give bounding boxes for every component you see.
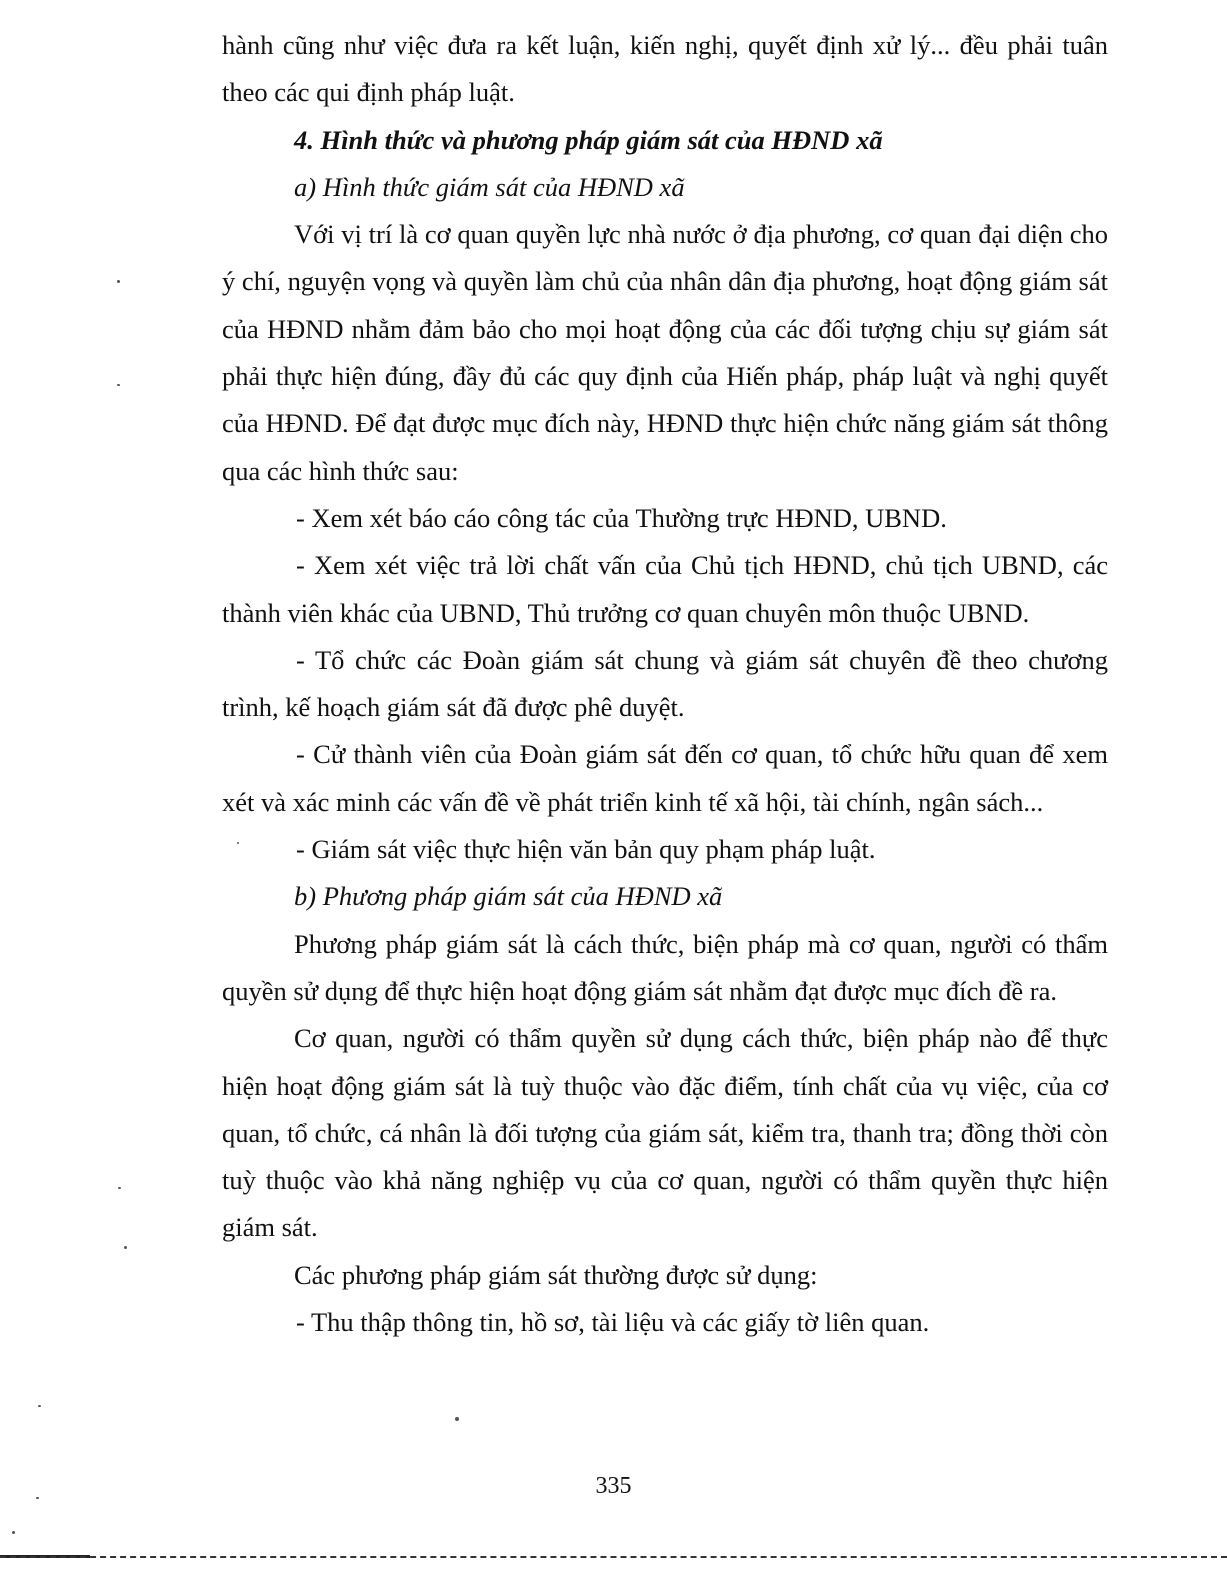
bottom-rule bbox=[0, 1556, 1227, 1558]
list-item: - Xem xét việc trả lời chất vấn của Chủ tịch HĐND, chủ tịch UBND, các thành viên khác của UBND, Thủ trưởng cơ quan chuyên môn thuộc UBND. bbox=[222, 550, 1108, 628]
paragraph-method-choice: Cơ quan, người có thẩm quyền sử dụng cách thức, biện pháp nào để thực hiện hoạt động giám sát là tuỳ thuộc vào đặc điểm, tính chất của vụ việc, của cơ quan, tổ chức, cá nhân là đối tượng của giám sát, kiểm tra, thanh tra; đồng thời còn tuỳ thuộc vào khả năng nghiệp vụ của cơ quan, người có thẩm quyền thực hiện giám sát. bbox=[222, 1023, 1108, 1243]
scan-speck bbox=[237, 842, 239, 844]
list-item: - Cử thành viên của Đoàn giám sát đến cơ quan, tổ chức hữu quan để xem xét và xác minh các vấn đề về phát triển kinh tế xã hội, tài chính, ngân sách... bbox=[222, 739, 1108, 817]
list-item: - Thu thập thông tin, hồ sơ, tài liệu và các giấy tờ liên quan. bbox=[296, 1307, 930, 1338]
subsection-heading-b: b) Phương pháp giám sát của HĐND xã bbox=[294, 881, 723, 912]
paragraph-method-definition: Phương pháp giám sát là cách thức, biện pháp mà cơ quan, người có thẩm quyền sử dụng để thực hiện hoạt động giám sát nhằm đạt được mục đích đề ra. bbox=[222, 928, 1108, 1006]
scan-speck bbox=[38, 1405, 41, 1407]
subsection-heading-a: a) Hình thức giám sát của HĐND xã bbox=[294, 171, 685, 202]
scan-speck bbox=[12, 1531, 15, 1534]
body-text bbox=[222, 22, 1108, 1346]
scan-speck bbox=[36, 1497, 39, 1499]
list-item: - Xem xét báo cáo công tác của Thường trực HĐND, UBND. bbox=[296, 502, 947, 533]
page-number: 335 bbox=[595, 1473, 632, 1499]
list-item: - Tổ chức các Đoàn giám sát chung và giám sát chuyên đề theo chương trình, kế hoạch giám sát đã được phê duyệt. bbox=[222, 644, 1108, 723]
scan-speck bbox=[118, 1187, 121, 1189]
scan-speck bbox=[124, 1246, 127, 1249]
paragraph-intro: Với vị trí là cơ quan quyền lực nhà nước ở địa phương, cơ quan đại diện cho ý chí, nguyện vọng và quyền làm chủ của nhân dân địa phương, hoạt động giám sát của HĐND nhằm đảm bảo cho mọi hoạt động của các đối tượng chịu sự giám sát phải thực hiện đúng, đầy đủ các quy định của Hiến pháp, pháp luật và nghị quyết của HĐND. Để đạt được mục đích này, HĐND thực hiện chức năng giám sát thông qua các hình thức sau: bbox=[222, 219, 1108, 486]
paragraph-continuation: hành cũng như việc đưa ra kết luận, kiến nghị, quyết định xử lý... đều phải tuân theo các qui định pháp luật. bbox=[222, 30, 1108, 108]
section-heading: 4. Hình thức và phương pháp giám sát của HĐND xã bbox=[294, 124, 883, 155]
scan-speck bbox=[455, 1417, 459, 1421]
scan-speck bbox=[117, 384, 120, 386]
list-item: - Giám sát việc thực hiện văn bản quy phạm pháp luật. bbox=[296, 834, 876, 865]
scan-speck bbox=[117, 280, 120, 283]
paragraph-methods-lead: Các phương pháp giám sát thường được sử dụng: bbox=[294, 1259, 818, 1290]
